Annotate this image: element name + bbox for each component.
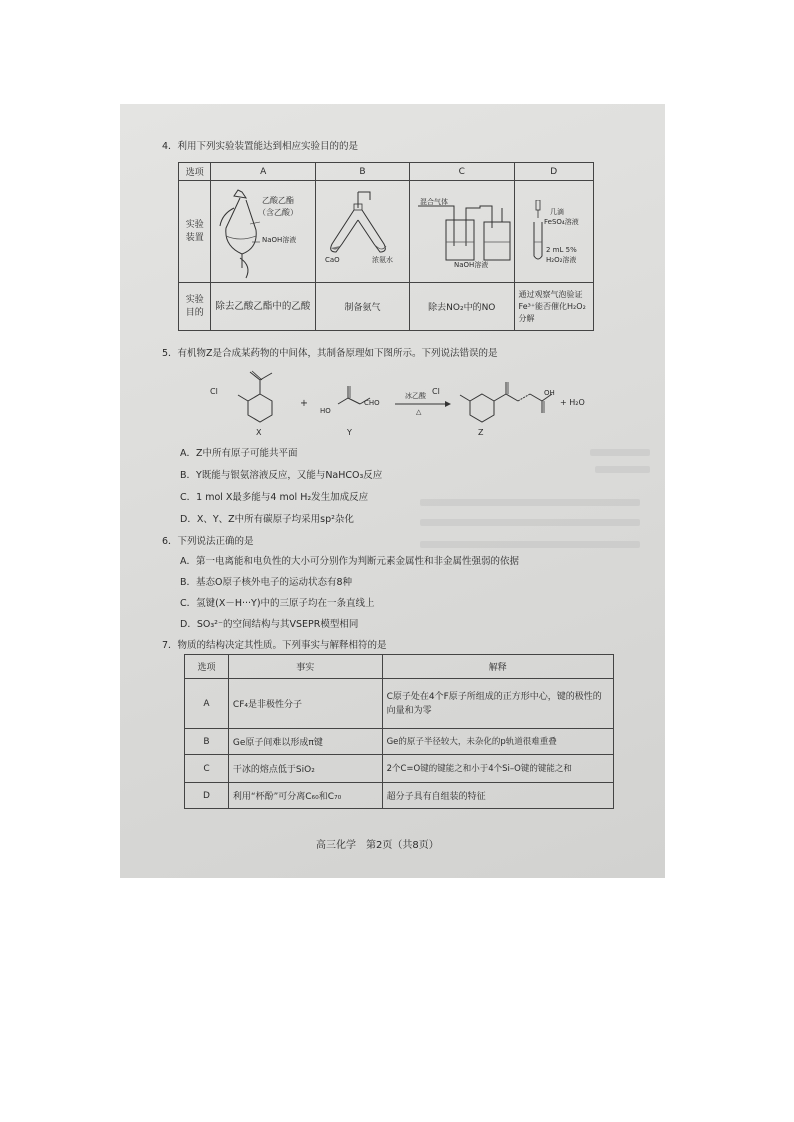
- y-label: Y: [347, 428, 352, 437]
- q4-header-c: C: [410, 163, 515, 181]
- plus-sign: +: [300, 398, 308, 409]
- q4-purpose-d: 通过观察气泡验证Fe³⁺能否催化H₂O₂分解: [514, 283, 593, 331]
- q7-row-a-option: A: [185, 679, 229, 729]
- q7-row-b-option: B: [185, 729, 229, 755]
- label-conc-ammonia: 浓氨水: [372, 256, 393, 264]
- q7-row-d-fact: 利用“杯酚”可分离C₆₀和C₇₀: [228, 783, 382, 809]
- bleed-through-mark: [420, 519, 640, 526]
- label-cao: CaO: [325, 256, 340, 264]
- q7-row-a-explanation: C原子处在4个F原子所组成的正方形中心，键的极性的向量和为零: [382, 679, 613, 729]
- q6-option-a: A．第一电离能和电负性的大小可分别作为判断元素金属性和非金属性强弱的依据: [180, 556, 519, 567]
- q5-option-a: A．Z中所有原子可能共平面: [180, 448, 298, 459]
- q7-row-b-fact: Ge原子间难以形成π键: [228, 729, 382, 755]
- q7-row-c-explanation: 2个C=O键的键能之和小于4个Si–O键的键能之和: [382, 755, 613, 783]
- q4-purpose-b: 制备氨气: [315, 283, 409, 331]
- y-ho-label: HO: [320, 407, 331, 415]
- label-few-drops: 几滴: [550, 208, 564, 216]
- q5-option-b: B．Y既能与银氨溶液反应，又能与NaHCO₃反应: [180, 470, 383, 481]
- q5-option-d: D．X、Y、Z中所有碳原子均采用sp²杂化: [180, 514, 354, 525]
- label-contains-acetic-acid: （含乙酸）: [258, 208, 298, 217]
- q7-row-d-option: D: [185, 783, 229, 809]
- q6-stem: 6．下列说法正确的是: [162, 536, 254, 547]
- label-2ml-5pct: 2 mL 5%: [546, 246, 577, 254]
- q4-stem: 4．利用下列实验装置能达到相应实验目的的是: [162, 141, 359, 152]
- q7-row-b-explanation: Ge的原子半径较大，未杂化的p轨道很难重叠: [382, 729, 613, 755]
- q4-header-d: D: [514, 163, 593, 181]
- q7-row-a-fact: CF₄是非极性分子: [228, 679, 382, 729]
- catalyst-label: 冰乙酸: [405, 392, 426, 400]
- bleed-through-mark: [595, 466, 650, 473]
- z-oh-label: OH: [544, 389, 555, 397]
- label-ethyl-acetate: 乙酸乙酯: [262, 196, 294, 205]
- q7-row-c-fact: 干冰的熔点低于SiO₂: [228, 755, 382, 783]
- label-naoh-solution-c: NaOH溶液: [454, 261, 489, 269]
- q5-stem: 5．有机物Z是合成某药物的中间体，其制备原理如下图所示。下列说法错误的是: [162, 348, 498, 359]
- label-feso4-solution: FeSO₄溶液: [544, 218, 579, 226]
- q6-option-c: C．氢键(X－H···Y)中的三原子均在一条直线上: [180, 598, 375, 609]
- q6-option-b: B．基态O原子核外电子的运动状态有8种: [180, 577, 353, 588]
- q7-row-d-explanation: 超分子具有自组装的特征: [382, 783, 613, 809]
- q5-option-c: C．1 mol X最多能与4 mol H₂发生加成反应: [180, 492, 369, 503]
- x-cl-label: Cl: [210, 387, 218, 396]
- z-cl-label: Cl: [432, 387, 440, 396]
- label-mixed-gas: 混合气体: [420, 198, 448, 206]
- bleed-through-mark: [420, 541, 640, 548]
- q6-option-d: D．SO₃²⁻的空间结构与其VSEPR模型相同: [180, 619, 359, 630]
- bleed-through-mark: [590, 449, 650, 456]
- z-label: Z: [478, 428, 484, 437]
- q4-purpose-a: 除去乙酸乙酯中的乙酸: [211, 283, 316, 331]
- q7-table: [184, 654, 614, 809]
- page-footer: 高三化学 第2页（共8页）: [316, 840, 439, 851]
- q7-stem: 7．物质的结构决定其性质。下列事实与解释相符的是: [162, 640, 387, 651]
- q4-row-apparatus-label: 实验装置: [179, 181, 211, 283]
- label-h2o2-solution: H₂O₂溶液: [546, 256, 577, 264]
- q7-header-fact: 事实: [228, 655, 382, 679]
- q4-row-purpose-label: 实验目的: [179, 283, 211, 331]
- x-label: X: [256, 428, 262, 437]
- heat-symbol: △: [416, 408, 422, 416]
- q4-purpose-c: 除去NO₂中的NO: [410, 283, 515, 331]
- bleed-through-mark: [420, 499, 640, 506]
- y-cho-label: CHO: [364, 399, 380, 407]
- gas-washing-bottles-icon: [418, 198, 516, 268]
- q7-header-explanation: 解释: [382, 655, 613, 679]
- photo-of-exam-page: [120, 104, 665, 878]
- q4-header-option: 选项: [179, 163, 211, 181]
- q4-header-a: A: [211, 163, 316, 181]
- water-product: + H₂O: [560, 398, 585, 407]
- q4-header-b: B: [315, 163, 409, 181]
- q4-apparatus-d: [514, 181, 593, 283]
- q7-header-option: 选项: [185, 655, 229, 679]
- label-naoh-solution-a: NaOH溶液: [262, 236, 297, 244]
- q7-row-c-option: C: [185, 755, 229, 783]
